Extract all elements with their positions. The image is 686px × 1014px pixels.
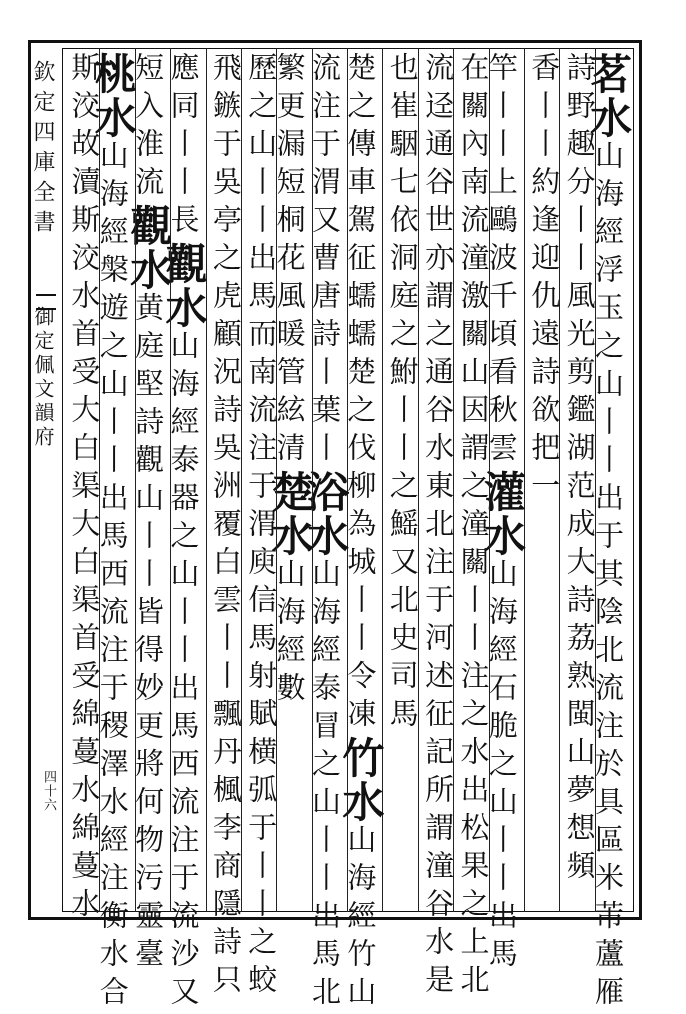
text-column	[383, 52, 420, 908]
text-column	[207, 52, 243, 1002]
text-column	[88, 52, 138, 1014]
margin-page-number: 四十六	[41, 770, 56, 812]
entry-text: 黄庭堅詩觀山丨丨皆得妙更將何物污靈臺	[131, 292, 166, 976]
entry-text: 飛鏃于吳亭之虎顧況詩吳洲覆白雲丨丨飄丹楓李商隱詩只	[208, 52, 243, 1002]
entry-heading: 浴水	[301, 470, 350, 558]
margin-book-title: 御定佩文韻府	[31, 306, 55, 450]
entry-text: 流迳通谷世亦謂之通谷水東北注于河述征記所謂潼谷水是	[421, 52, 456, 1002]
entry-text: 也崔駰七依洞庭之鮒丨丨之鰩又北史司馬	[385, 52, 420, 736]
entry-heading: 茗水	[584, 52, 633, 140]
entry-text: 香丨丨約逢迎仇遠詩欲把一	[527, 52, 562, 508]
entry-text: 流注于渭又曹唐詩丨葉丨	[308, 52, 342, 470]
text-column	[336, 52, 386, 1014]
entry-text: 詩野趣分丨丨風光剪鑑湖范成大詩荔熟閩山夢想頻	[562, 52, 597, 888]
entry-text: 山海經竹山	[343, 824, 378, 1014]
text-column	[584, 52, 633, 1014]
entry-text: 在關內南流潼激關山因謂之潼關丨丨注之水出松果之上北	[456, 52, 491, 1002]
column-rule	[206, 48, 207, 912]
entry-text: 山海經泰冒之山丨丨出馬北	[308, 558, 342, 1014]
entry-heading: 竹水	[336, 736, 386, 824]
entry-heading: 灌水	[477, 470, 527, 558]
text-column	[560, 52, 597, 908]
entry-text: 應同丨丨長	[166, 52, 201, 242]
text-column	[301, 52, 350, 1014]
text-column	[477, 52, 527, 976]
entry-heading: 觀水	[159, 242, 209, 330]
entry-text: 山海經泰器之山丨丨出馬西流注于流沙又	[166, 330, 201, 1014]
text-column	[65, 52, 102, 926]
entry-text: 短入淮流	[131, 52, 166, 204]
text-column	[265, 52, 315, 908]
text-column	[525, 52, 562, 908]
entry-heading: 桃水	[88, 52, 138, 140]
entry-text: 歷之山丨丨出馬而南流注于渭庾信馬射賦横弧于丨丨之蛟	[244, 52, 279, 1002]
entry-text: 繁更漏短桐花風暖管絃清	[272, 52, 307, 470]
entry-text: 斯洨故瀆斯洨水首受大白渠大白渠首受綿蔓水綿蔓水	[67, 52, 102, 926]
entry-text: 山海經石脆之山丨丨出馬	[484, 558, 519, 976]
column-rule	[135, 48, 136, 912]
text-column	[159, 52, 209, 1014]
entry-text: 山海經數	[272, 558, 307, 710]
column-rule	[170, 48, 171, 912]
text-column	[124, 52, 174, 976]
entry-text: 楚之傳車駕征蠕蠕楚之伐柳為城丨丨令凍	[343, 52, 378, 736]
entry-text: 山海經槃遊之山丨丨出馬西流注于稷澤水經注衡水合	[95, 140, 130, 1014]
entry-heading: 觀水	[124, 204, 174, 292]
entry-heading: 楚水	[265, 470, 315, 558]
text-column	[242, 52, 279, 1002]
entry-text: 竿丨丨上鷗波千頃看秋雲	[484, 52, 519, 470]
text-column	[419, 52, 456, 1002]
text-column	[454, 52, 491, 1002]
entry-text: 山海經浮玉之山丨丨出于其陰北流注於具區米芾蘆雁	[591, 140, 625, 1014]
margin-series-title: 欽定四庫全書	[30, 60, 55, 240]
